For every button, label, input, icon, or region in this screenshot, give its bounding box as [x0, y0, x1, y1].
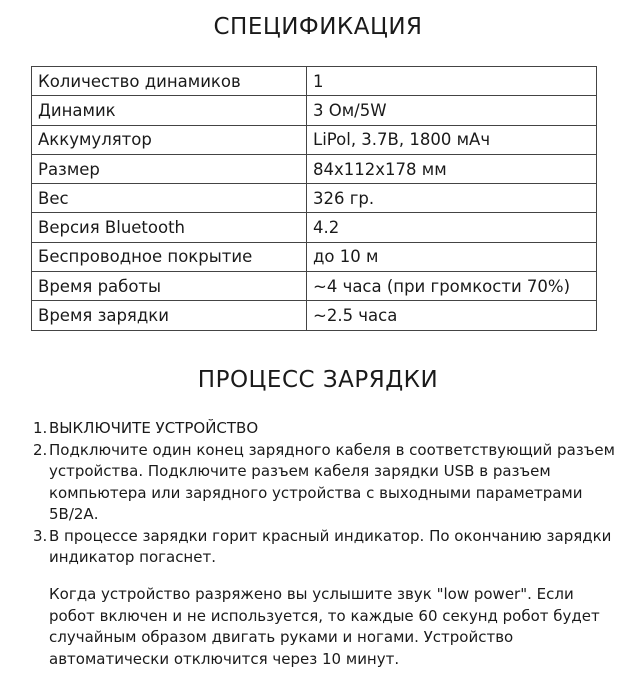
spec-key: Динамик	[32, 96, 307, 125]
low-power-note: Когда устройство разряжено вы услышите звук "low power". Если робот включен и не используется, то каждые 60 секунд робот будет случайным образом двигать руками и ногами. Устройство автоматически отключится через 10 минут.	[49, 585, 600, 668]
list-item	[33, 440, 623, 526]
spec-key: Вес	[32, 184, 307, 213]
step-text: В процессе зарядки горит красный индикатор. По окончанию зарядки индикатор погаснет.	[49, 526, 612, 566]
spec-value: 326 гр.	[307, 184, 597, 213]
spec-value: 4.2	[307, 213, 597, 242]
charging-title: ПРОЦЕСС ЗАРЯДКИ	[197, 367, 439, 393]
spec-key: Версия Bluetooth	[32, 213, 307, 242]
charging-steps	[33, 418, 623, 569]
table-row	[32, 184, 597, 213]
table-row	[32, 96, 597, 125]
step-number: 3.	[33, 526, 48, 545]
table-row	[32, 125, 597, 154]
spec-key: Беспроводное покрытие	[32, 242, 307, 271]
spec-key: Количество динамиков	[32, 67, 307, 96]
spec-value: LiPol, 3.7В, 1800 мАч	[307, 125, 597, 154]
table-row	[32, 301, 597, 330]
step-text: Подключите один конец зарядного кабеля в соответствующий разъем устройства. Подключите разъем кабеля зарядки USB в разъем компьютера или зарядного устройства с выходными параметрами 5В/2А.	[49, 440, 615, 523]
spec-key: Размер	[32, 154, 307, 183]
spec-key: Аккумулятор	[32, 125, 307, 154]
spec-key: Время работы	[32, 272, 307, 301]
spec-value: 84x112x178 мм	[307, 154, 597, 183]
table-row	[32, 272, 597, 301]
step-text: ВЫКЛЮЧИТЕ УСТРОЙСТВО	[49, 419, 259, 437]
list-item	[33, 418, 623, 440]
spec-value: до 10 м	[307, 242, 597, 271]
spec-value: ~2.5 часа	[307, 301, 597, 330]
spec-value: 3 Ом/5W	[307, 96, 597, 125]
spec-title: СПЕЦИФИКАЦИЯ	[213, 14, 423, 40]
spec-table	[31, 66, 597, 331]
list-item	[33, 526, 623, 569]
spec-value: ~4 часа (при громкости 70%)	[307, 272, 597, 301]
step-number: 1.	[33, 419, 48, 437]
table-row	[32, 154, 597, 183]
step-number: 2.	[33, 440, 48, 459]
table-row	[32, 67, 597, 96]
table-row	[32, 213, 597, 242]
spec-value: 1	[307, 67, 597, 96]
spec-key: Время зарядки	[32, 301, 307, 330]
table-row	[32, 242, 597, 271]
